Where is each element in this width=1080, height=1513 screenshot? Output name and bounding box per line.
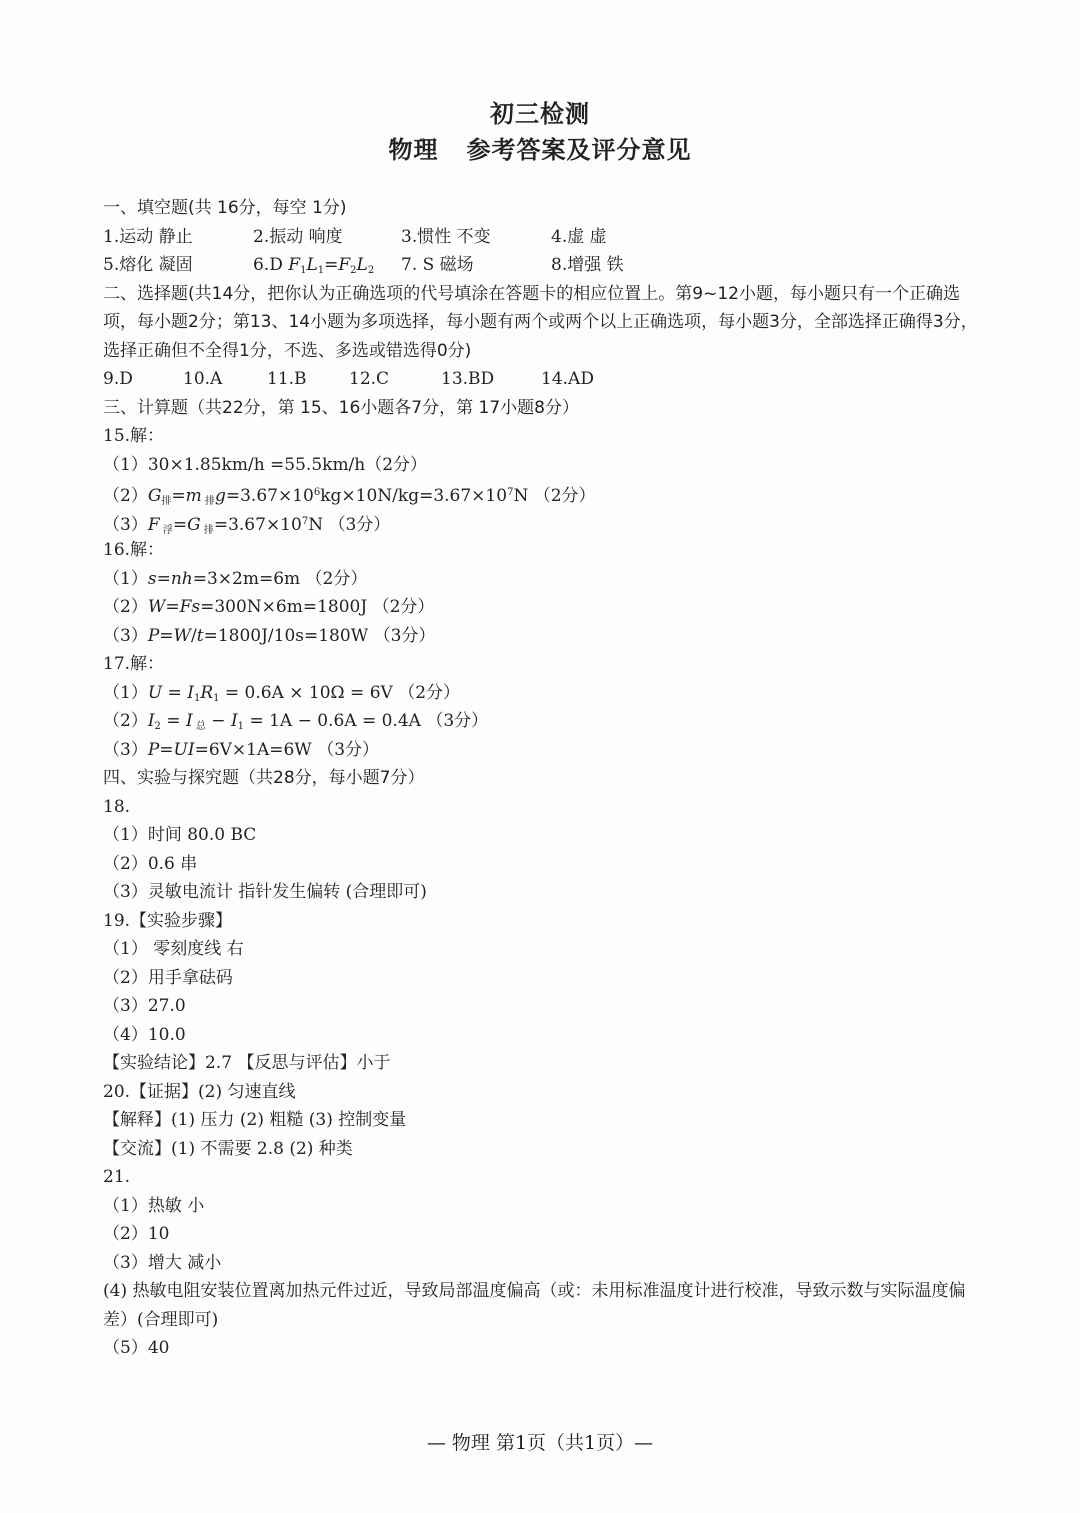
- answer-line: （5）40: [103, 1338, 170, 1358]
- answer-item: 2.振动 响度: [253, 226, 343, 247]
- answer-line: （1）时间 80.0 BC: [103, 825, 257, 845]
- answer-line: （3）27.0: [103, 996, 186, 1016]
- section1-row1: [103, 223, 983, 252]
- q16-label: 16.解：: [103, 540, 165, 560]
- answer-line: （4）10.0: [103, 1024, 186, 1045]
- q16-step2: （2）W=Fs=300N×6m=1800J （2分）: [103, 597, 435, 617]
- answer-line: 【交流】(1) 不需要 2.8 (2) 种类: [103, 1138, 353, 1159]
- answer-line: （3）灵敏电流计 指针发生偏转 (合理即可): [103, 882, 427, 902]
- answer-item: 1.运动 静止: [103, 226, 193, 247]
- section2-heading: 二、选择题(共14分，把你认为正确选项的代号填涂在答题卡的相应位置上。第9~12小题，每小题只有一个正确选项，每小题2分；第13、14小题为多项选择，每小题有两个或两个以上正确选项，每小题3分，全部选择正确得3分，选择正确但不全得1分，不选、多选或错选得0分): [103, 283, 978, 361]
- answer-item: 4.虚 虚: [551, 226, 607, 247]
- page-footer: — 物理 第1页（共1页）—: [426, 1432, 654, 1454]
- answer-line: (4) 热敏电阻安装位置离加热元件过近，导致局部温度偏高（或：未用标准温度计进行校准，导致示数与实际温度偏差）(合理即可): [103, 1281, 966, 1330]
- q16-step3: （3）P=W/t=1800J/10s=180W （3分）: [103, 625, 436, 646]
- answer-item: 5.熔化 凝固: [103, 255, 193, 275]
- answer-item: 8.增强 铁: [551, 255, 624, 275]
- answer-line: （1）热敏 小: [103, 1195, 205, 1216]
- answer-item: 3.惯性 不变: [401, 226, 491, 247]
- answer-item: 14.AD: [541, 369, 594, 389]
- answer-line: 【解释】(1) 压力 (2) 粗糙 (3) 控制变量: [103, 1110, 407, 1130]
- answer-line: 18.: [103, 796, 131, 817]
- q15-step3: （3）F $_浮$=G $_排=3.67\times 10^7N$ （3分）: [103, 514, 391, 536]
- q17-step3: （3）P=UI=6V×1A=6W （3分）: [103, 739, 380, 760]
- answer-body: [103, 194, 983, 1363]
- q17-step2: $(2)I_2 = I$ $_总 - I_1 = 1A - 0.6A = 0.4A$ （3分）: [103, 711, 489, 732]
- answer-item: 10.A: [183, 369, 223, 389]
- q15-step1: （1）30×1.85km/h =55.5km/h（2分）: [103, 454, 428, 475]
- answer-item: 9.D: [103, 369, 133, 389]
- answer-line: （2）10: [103, 1224, 170, 1244]
- q15-label: 15.解：: [103, 426, 165, 446]
- section2-answers: [103, 365, 983, 394]
- section1-row2: [103, 251, 983, 280]
- section1-heading: 一、填空题(共 16分，每空 1分): [103, 198, 347, 218]
- answer-line: （3）增大 减小: [103, 1252, 222, 1273]
- q17-step1: $(1)U = I_1R_1 = 0.6A \times 10\Omega = 6V$ （2分）: [103, 682, 461, 704]
- q15-step2: $(2)G_排=m$ $_排g=3.67\times 10^6kg\times 10N/kg=3.67\times 10^7N$ （2分）: [103, 486, 596, 507]
- subtitle-subject: 物理: [388, 135, 439, 164]
- answer-item: 11.B: [267, 369, 307, 389]
- answer-line: 【实验结论】2.7 【反思与评估】小于: [103, 1053, 391, 1073]
- answer-line: 21.: [103, 1167, 131, 1187]
- section3-heading: 三、计算题（共22分，第 15、16小题各7分，第 17小题8分）: [103, 397, 579, 418]
- answer-line: （2）0.6 串: [103, 853, 198, 874]
- answer-line: （1） 零刻度线 右: [103, 939, 244, 959]
- page-subtitle: [0, 130, 1080, 165]
- answer-line: 19.【实验步骤】: [103, 910, 233, 931]
- section4-heading: 四、实验与探究题（共28分，每小题7分）: [103, 768, 425, 788]
- q17-label: 17.解：: [103, 654, 165, 674]
- subtitle-rest: 参考答案及评分意见: [466, 135, 692, 164]
- answer-item: 7. S 磁场: [401, 255, 474, 275]
- q16-step1: （1）s=nh=3×2m=6m （2分）: [103, 568, 368, 589]
- answer-item: 12.C: [349, 369, 390, 389]
- answer-item: 13.BD: [441, 369, 495, 389]
- answer-line: （2）用手拿砝码: [103, 967, 233, 988]
- page-title: 初三检测: [490, 99, 590, 128]
- answer-line: 20.【证据】(2) 匀速直线: [103, 1081, 296, 1102]
- answer-item: 6.D $F_1L_1=F_2L_2$: [253, 255, 375, 276]
